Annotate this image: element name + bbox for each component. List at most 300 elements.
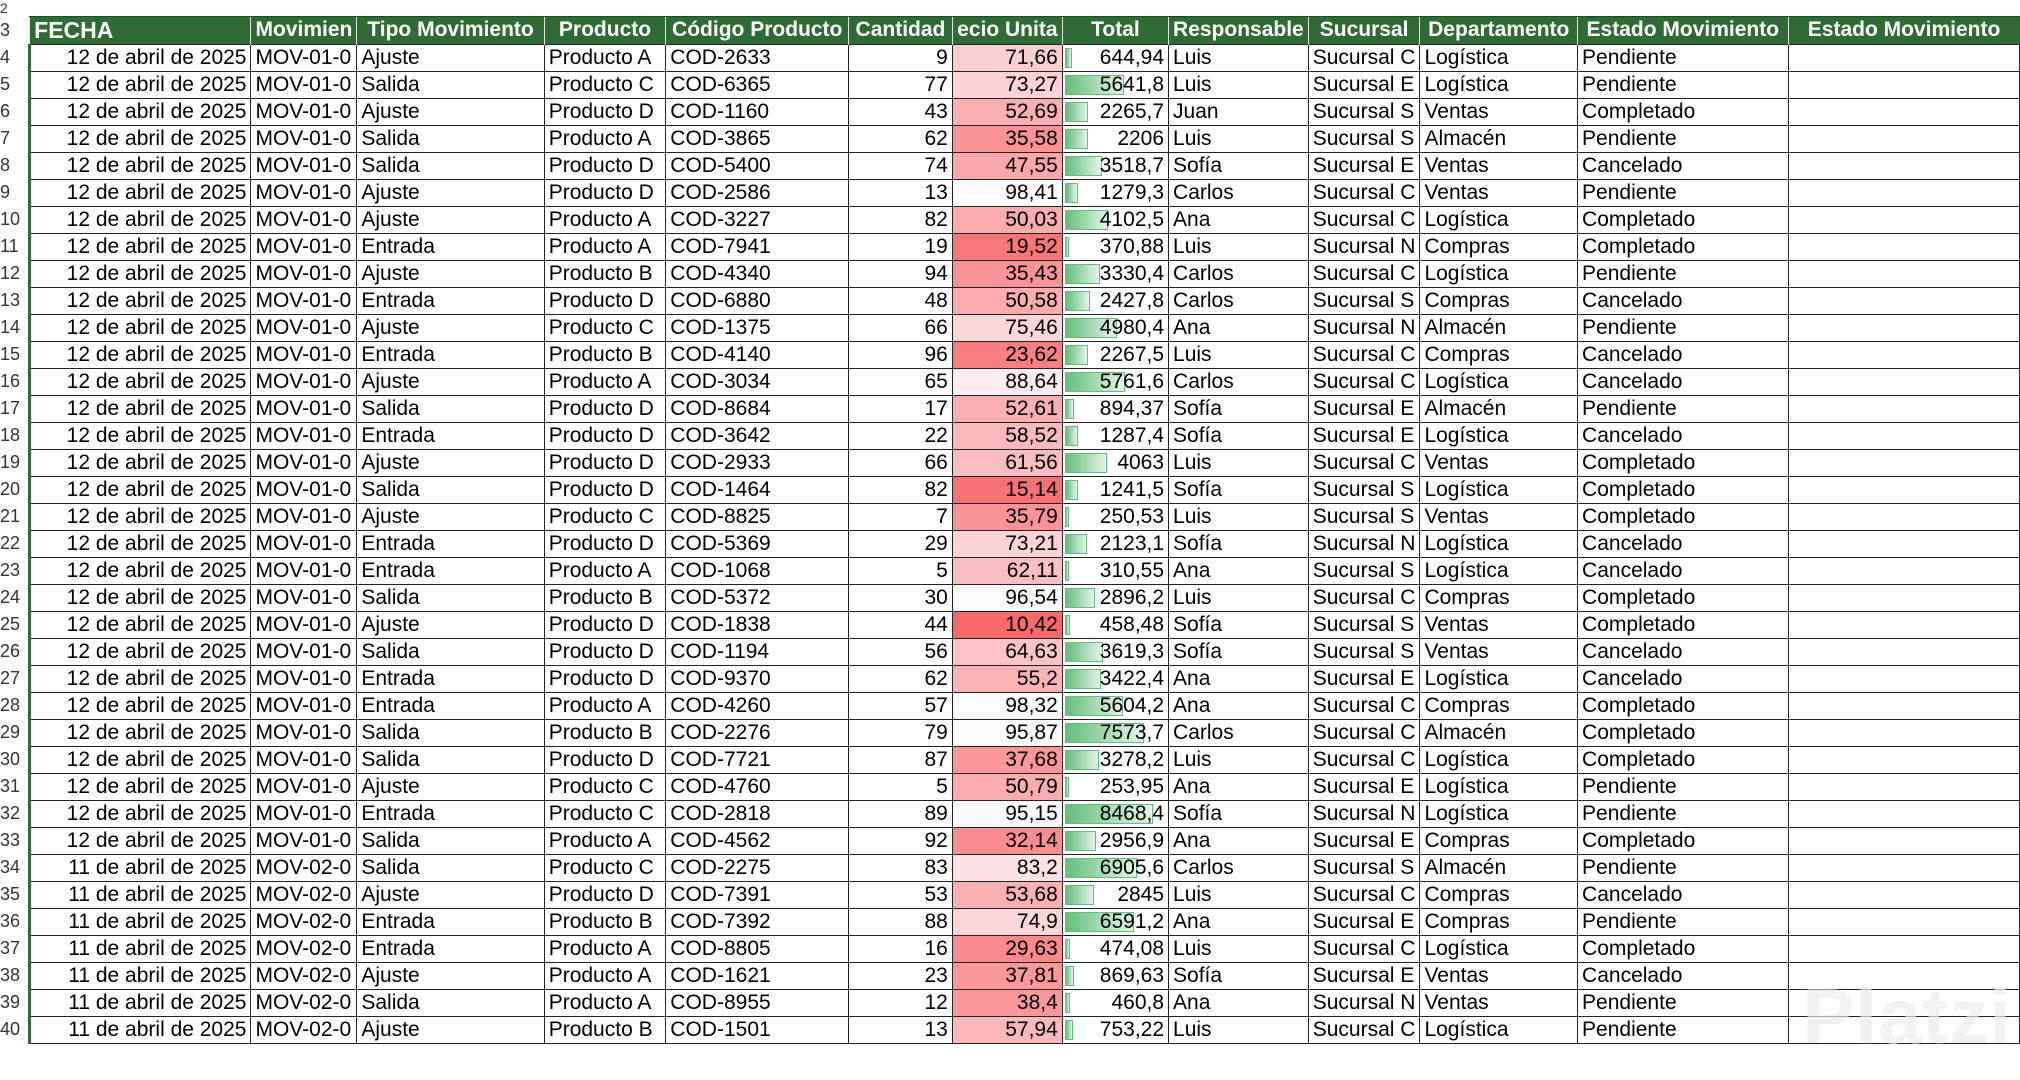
cell-responsable[interactable]: Sofía xyxy=(1169,530,1309,557)
cell-estado[interactable]: Pendiente xyxy=(1578,1016,1789,1043)
cell-codigo[interactable]: COD-5372 xyxy=(666,584,849,611)
cell-tipo[interactable]: Salida xyxy=(357,854,544,881)
cell-estado[interactable]: Cancelado xyxy=(1578,152,1789,179)
cell-total[interactable] xyxy=(1062,746,1168,773)
cell-responsable[interactable]: Ana xyxy=(1169,827,1309,854)
cell-cantidad[interactable]: 57 xyxy=(849,692,953,719)
cell-producto[interactable]: Producto D xyxy=(544,881,666,908)
cell-departamento[interactable]: Compras xyxy=(1420,584,1578,611)
cell-movimiento[interactable]: MOV-01-0 xyxy=(251,125,357,152)
cell-tipo[interactable]: Salida xyxy=(357,152,544,179)
cell-cantidad[interactable]: 5 xyxy=(849,557,953,584)
cell-fecha[interactable]: 11 de abril de 2025 xyxy=(30,935,251,962)
cell-producto[interactable]: Producto C xyxy=(544,854,666,881)
cell-fecha[interactable]: 12 de abril de 2025 xyxy=(30,98,251,125)
cell-empty[interactable] xyxy=(1788,773,2019,800)
cell-precio[interactable]: 62,11 xyxy=(952,557,1062,584)
cell-fecha[interactable]: 12 de abril de 2025 xyxy=(30,368,251,395)
cell-sucursal[interactable]: Sucursal E xyxy=(1308,71,1420,98)
cell-responsable[interactable]: Luis xyxy=(1169,341,1309,368)
cell-precio[interactable]: 58,52 xyxy=(952,422,1062,449)
cell-codigo[interactable]: COD-4760 xyxy=(666,773,849,800)
cell-cantidad[interactable]: 89 xyxy=(849,800,953,827)
cell-precio[interactable]: 98,32 xyxy=(952,692,1062,719)
cell-total[interactable] xyxy=(1062,476,1168,503)
cell-responsable[interactable]: Luis xyxy=(1169,1016,1309,1043)
cell-estado[interactable]: Pendiente xyxy=(1578,800,1789,827)
cell-departamento[interactable]: Logística xyxy=(1420,746,1578,773)
cell-cantidad[interactable]: 88 xyxy=(849,908,953,935)
cell-fecha[interactable]: 12 de abril de 2025 xyxy=(30,287,251,314)
cell-sucursal[interactable]: Sucursal E xyxy=(1308,962,1420,989)
cell-producto[interactable]: Producto A xyxy=(544,935,666,962)
cell-movimiento[interactable]: MOV-02-0 xyxy=(251,908,357,935)
cell-total[interactable] xyxy=(1062,881,1168,908)
cell-cantidad[interactable]: 7 xyxy=(849,503,953,530)
cell-empty[interactable] xyxy=(1788,989,2019,1016)
cell-total[interactable] xyxy=(1062,773,1168,800)
cell-codigo[interactable]: COD-5400 xyxy=(666,152,849,179)
cell-departamento[interactable]: Logística xyxy=(1420,530,1578,557)
cell-departamento[interactable]: Ventas xyxy=(1420,152,1578,179)
cell-empty[interactable] xyxy=(1788,692,2019,719)
cell-fecha[interactable]: 12 de abril de 2025 xyxy=(30,611,251,638)
cell-empty[interactable] xyxy=(1788,800,2019,827)
cell-codigo[interactable]: COD-6365 xyxy=(666,71,849,98)
header-precio-unitario[interactable]: ecio Unita xyxy=(952,16,1062,44)
cell-empty[interactable] xyxy=(1788,152,2019,179)
cell-total[interactable] xyxy=(1062,179,1168,206)
cell-sucursal[interactable]: Sucursal N xyxy=(1308,314,1420,341)
cell-producto[interactable]: Producto D xyxy=(544,746,666,773)
cell-empty[interactable] xyxy=(1788,179,2019,206)
cell-fecha[interactable]: 11 de abril de 2025 xyxy=(30,962,251,989)
cell-fecha[interactable]: 12 de abril de 2025 xyxy=(30,341,251,368)
cell-responsable[interactable]: Luis xyxy=(1169,746,1309,773)
cell-departamento[interactable]: Compras xyxy=(1420,827,1578,854)
cell-responsable[interactable]: Sofía xyxy=(1169,638,1309,665)
header-responsable[interactable]: Responsable xyxy=(1169,16,1309,44)
cell-total[interactable] xyxy=(1062,71,1168,98)
cell-precio[interactable]: 95,15 xyxy=(952,800,1062,827)
cell-total[interactable] xyxy=(1062,368,1168,395)
cell-codigo[interactable]: COD-1068 xyxy=(666,557,849,584)
cell-precio[interactable]: 52,69 xyxy=(952,98,1062,125)
cell-total[interactable] xyxy=(1062,530,1168,557)
cell-total[interactable] xyxy=(1062,44,1168,71)
header-sucursal[interactable]: Sucursal xyxy=(1308,16,1420,44)
cell-precio[interactable]: 35,79 xyxy=(952,503,1062,530)
cell-movimiento[interactable]: MOV-01-0 xyxy=(251,179,357,206)
cell-producto[interactable]: Producto B xyxy=(544,260,666,287)
cell-precio[interactable]: 95,87 xyxy=(952,719,1062,746)
cell-responsable[interactable]: Carlos xyxy=(1169,854,1309,881)
cell-departamento[interactable]: Ventas xyxy=(1420,98,1578,125)
cell-cantidad[interactable]: 53 xyxy=(849,881,953,908)
cell-precio[interactable]: 50,79 xyxy=(952,773,1062,800)
cell-tipo[interactable]: Salida xyxy=(357,125,544,152)
cell-departamento[interactable]: Ventas xyxy=(1420,611,1578,638)
cell-movimiento[interactable]: MOV-01-0 xyxy=(251,71,357,98)
header-tipo-movimiento[interactable]: Tipo Movimiento xyxy=(357,16,544,44)
cell-estado[interactable]: Completado xyxy=(1578,233,1789,260)
cell-sucursal[interactable]: Sucursal S xyxy=(1308,557,1420,584)
cell-departamento[interactable]: Ventas xyxy=(1420,989,1578,1016)
cell-estado[interactable]: Completado xyxy=(1578,692,1789,719)
cell-codigo[interactable]: COD-3227 xyxy=(666,206,849,233)
header-estado-movimiento-2[interactable]: Estado Movimiento xyxy=(1788,16,2019,44)
cell-fecha[interactable]: 12 de abril de 2025 xyxy=(30,719,251,746)
cell-producto[interactable]: Producto D xyxy=(544,638,666,665)
cell-producto[interactable]: Producto A xyxy=(544,233,666,260)
cell-codigo[interactable]: COD-8805 xyxy=(666,935,849,962)
cell-precio[interactable]: 19,52 xyxy=(952,233,1062,260)
cell-sucursal[interactable]: Sucursal C xyxy=(1308,260,1420,287)
cell-sucursal[interactable]: Sucursal S xyxy=(1308,854,1420,881)
cell-total[interactable] xyxy=(1062,152,1168,179)
cell-empty[interactable] xyxy=(1788,395,2019,422)
cell-movimiento[interactable]: MOV-02-0 xyxy=(251,962,357,989)
cell-estado[interactable]: Completado xyxy=(1578,98,1789,125)
cell-responsable[interactable]: Sofía xyxy=(1169,611,1309,638)
cell-responsable[interactable]: Ana xyxy=(1169,773,1309,800)
cell-cantidad[interactable]: 48 xyxy=(849,287,953,314)
cell-empty[interactable] xyxy=(1788,233,2019,260)
cell-responsable[interactable]: Luis xyxy=(1169,503,1309,530)
cell-movimiento[interactable]: MOV-01-0 xyxy=(251,449,357,476)
cell-producto[interactable]: Producto D xyxy=(544,611,666,638)
cell-total[interactable] xyxy=(1062,233,1168,260)
cell-fecha[interactable]: 11 de abril de 2025 xyxy=(30,1016,251,1043)
cell-precio[interactable]: 74,9 xyxy=(952,908,1062,935)
cell-movimiento[interactable]: MOV-02-0 xyxy=(251,935,357,962)
cell-producto[interactable]: Producto A xyxy=(544,557,666,584)
cell-cantidad[interactable]: 62 xyxy=(849,665,953,692)
cell-departamento[interactable]: Almacén xyxy=(1420,125,1578,152)
cell-cantidad[interactable]: 66 xyxy=(849,449,953,476)
cell-estado[interactable]: Cancelado xyxy=(1578,881,1789,908)
cell-precio[interactable]: 73,21 xyxy=(952,530,1062,557)
cell-tipo[interactable]: Ajuste xyxy=(357,773,544,800)
cell-empty[interactable] xyxy=(1788,908,2019,935)
cell-precio[interactable]: 98,41 xyxy=(952,179,1062,206)
cell-sucursal[interactable]: Sucursal S xyxy=(1308,98,1420,125)
cell-codigo[interactable]: COD-1375 xyxy=(666,314,849,341)
cell-codigo[interactable]: COD-2933 xyxy=(666,449,849,476)
cell-departamento[interactable]: Logística xyxy=(1420,1016,1578,1043)
cell-responsable[interactable]: Sofía xyxy=(1169,800,1309,827)
cell-sucursal[interactable]: Sucursal C xyxy=(1308,719,1420,746)
cell-tipo[interactable]: Ajuste xyxy=(357,44,544,71)
cell-responsable[interactable]: Sofía xyxy=(1169,152,1309,179)
cell-codigo[interactable]: COD-7721 xyxy=(666,746,849,773)
cell-fecha[interactable]: 12 de abril de 2025 xyxy=(30,827,251,854)
cell-producto[interactable]: Producto A xyxy=(544,962,666,989)
cell-total[interactable] xyxy=(1062,962,1168,989)
cell-fecha[interactable]: 12 de abril de 2025 xyxy=(30,503,251,530)
cell-empty[interactable] xyxy=(1788,584,2019,611)
cell-tipo[interactable]: Entrada xyxy=(357,341,544,368)
cell-codigo[interactable]: COD-2818 xyxy=(666,800,849,827)
cell-estado[interactable]: Cancelado xyxy=(1578,962,1789,989)
cell-cantidad[interactable]: 19 xyxy=(849,233,953,260)
cell-estado[interactable]: Cancelado xyxy=(1578,665,1789,692)
cell-total[interactable] xyxy=(1062,665,1168,692)
cell-fecha[interactable]: 12 de abril de 2025 xyxy=(30,125,251,152)
cell-precio[interactable]: 15,14 xyxy=(952,476,1062,503)
cell-precio[interactable]: 61,56 xyxy=(952,449,1062,476)
cell-empty[interactable] xyxy=(1788,665,2019,692)
cell-precio[interactable]: 32,14 xyxy=(952,827,1062,854)
cell-fecha[interactable]: 12 de abril de 2025 xyxy=(30,233,251,260)
cell-estado[interactable]: Completado xyxy=(1578,719,1789,746)
cell-movimiento[interactable]: MOV-01-0 xyxy=(251,98,357,125)
cell-precio[interactable]: 37,68 xyxy=(952,746,1062,773)
cell-sucursal[interactable]: Sucursal E xyxy=(1308,395,1420,422)
cell-tipo[interactable]: Ajuste xyxy=(357,206,544,233)
cell-empty[interactable] xyxy=(1788,827,2019,854)
cell-fecha[interactable]: 12 de abril de 2025 xyxy=(30,773,251,800)
cell-movimiento[interactable]: MOV-01-0 xyxy=(251,395,357,422)
cell-empty[interactable] xyxy=(1788,287,2019,314)
cell-precio[interactable]: 35,43 xyxy=(952,260,1062,287)
cell-tipo[interactable]: Entrada xyxy=(357,233,544,260)
cell-total[interactable] xyxy=(1062,287,1168,314)
header-fecha[interactable]: FECHA xyxy=(30,16,251,44)
cell-movimiento[interactable]: MOV-01-0 xyxy=(251,44,357,71)
header-movimiento[interactable]: Movimien xyxy=(251,16,357,44)
cell-empty[interactable] xyxy=(1788,260,2019,287)
cell-movimiento[interactable]: MOV-02-0 xyxy=(251,989,357,1016)
cell-sucursal[interactable]: Sucursal C xyxy=(1308,881,1420,908)
cell-cantidad[interactable]: 5 xyxy=(849,773,953,800)
cell-empty[interactable] xyxy=(1788,1016,2019,1043)
cell-total[interactable] xyxy=(1062,719,1168,746)
cell-responsable[interactable]: Carlos xyxy=(1169,368,1309,395)
cell-sucursal[interactable]: Sucursal S xyxy=(1308,638,1420,665)
cell-tipo[interactable]: Salida xyxy=(357,476,544,503)
cell-responsable[interactable]: Carlos xyxy=(1169,719,1309,746)
cell-tipo[interactable]: Entrada xyxy=(357,557,544,584)
cell-codigo[interactable]: COD-9370 xyxy=(666,665,849,692)
cell-fecha[interactable]: 12 de abril de 2025 xyxy=(30,557,251,584)
cell-cantidad[interactable]: 82 xyxy=(849,206,953,233)
cell-codigo[interactable]: COD-8684 xyxy=(666,395,849,422)
cell-sucursal[interactable]: Sucursal C xyxy=(1308,584,1420,611)
cell-estado[interactable]: Pendiente xyxy=(1578,260,1789,287)
cell-precio[interactable]: 50,58 xyxy=(952,287,1062,314)
cell-tipo[interactable]: Salida xyxy=(357,584,544,611)
cell-fecha[interactable]: 12 de abril de 2025 xyxy=(30,476,251,503)
cell-producto[interactable]: Producto A xyxy=(544,44,666,71)
cell-responsable[interactable]: Carlos xyxy=(1169,260,1309,287)
cell-cantidad[interactable]: 66 xyxy=(849,314,953,341)
cell-departamento[interactable]: Ventas xyxy=(1420,962,1578,989)
cell-precio[interactable]: 83,2 xyxy=(952,854,1062,881)
cell-movimiento[interactable]: MOV-01-0 xyxy=(251,368,357,395)
cell-precio[interactable]: 23,62 xyxy=(952,341,1062,368)
cell-empty[interactable] xyxy=(1788,881,2019,908)
cell-total[interactable] xyxy=(1062,395,1168,422)
cell-tipo[interactable]: Salida xyxy=(357,719,544,746)
cell-precio[interactable]: 35,58 xyxy=(952,125,1062,152)
cell-movimiento[interactable]: MOV-01-0 xyxy=(251,314,357,341)
cell-total[interactable] xyxy=(1062,584,1168,611)
cell-sucursal[interactable]: Sucursal N xyxy=(1308,233,1420,260)
cell-departamento[interactable]: Ventas xyxy=(1420,503,1578,530)
cell-estado[interactable]: Completado xyxy=(1578,449,1789,476)
cell-total[interactable] xyxy=(1062,206,1168,233)
cell-movimiento[interactable]: MOV-01-0 xyxy=(251,152,357,179)
cell-empty[interactable] xyxy=(1788,935,2019,962)
cell-estado[interactable]: Pendiente xyxy=(1578,854,1789,881)
cell-fecha[interactable]: 12 de abril de 2025 xyxy=(30,692,251,719)
cell-departamento[interactable]: Ventas xyxy=(1420,638,1578,665)
cell-empty[interactable] xyxy=(1788,557,2019,584)
cell-cantidad[interactable]: 43 xyxy=(849,98,953,125)
cell-producto[interactable]: Producto D xyxy=(544,287,666,314)
cell-cantidad[interactable]: 12 xyxy=(849,989,953,1016)
cell-responsable[interactable]: Ana xyxy=(1169,692,1309,719)
cell-movimiento[interactable]: MOV-01-0 xyxy=(251,503,357,530)
cell-total[interactable] xyxy=(1062,1016,1168,1043)
cell-departamento[interactable]: Compras xyxy=(1420,692,1578,719)
cell-producto[interactable]: Producto B xyxy=(544,341,666,368)
cell-movimiento[interactable]: MOV-01-0 xyxy=(251,287,357,314)
cell-empty[interactable] xyxy=(1788,44,2019,71)
cell-responsable[interactable]: Ana xyxy=(1169,665,1309,692)
cell-fecha[interactable]: 12 de abril de 2025 xyxy=(30,314,251,341)
cell-precio[interactable]: 88,64 xyxy=(952,368,1062,395)
cell-sucursal[interactable]: Sucursal N xyxy=(1308,530,1420,557)
cell-fecha[interactable]: 12 de abril de 2025 xyxy=(30,530,251,557)
cell-estado[interactable]: Pendiente xyxy=(1578,908,1789,935)
cell-tipo[interactable]: Entrada xyxy=(357,422,544,449)
cell-sucursal[interactable]: Sucursal C xyxy=(1308,1016,1420,1043)
cell-sucursal[interactable]: Sucursal E xyxy=(1308,773,1420,800)
cell-estado[interactable]: Cancelado xyxy=(1578,638,1789,665)
cell-estado[interactable]: Completado xyxy=(1578,611,1789,638)
cell-empty[interactable] xyxy=(1788,719,2019,746)
cell-sucursal[interactable]: Sucursal S xyxy=(1308,125,1420,152)
cell-responsable[interactable]: Carlos xyxy=(1169,287,1309,314)
cell-tipo[interactable]: Entrada xyxy=(357,665,544,692)
cell-tipo[interactable]: Ajuste xyxy=(357,1016,544,1043)
cell-departamento[interactable]: Almacén xyxy=(1420,854,1578,881)
cell-responsable[interactable]: Ana xyxy=(1169,989,1309,1016)
cell-cantidad[interactable]: 62 xyxy=(849,125,953,152)
cell-precio[interactable]: 37,81 xyxy=(952,962,1062,989)
cell-total[interactable] xyxy=(1062,125,1168,152)
cell-fecha[interactable]: 12 de abril de 2025 xyxy=(30,746,251,773)
cell-codigo[interactable]: COD-1194 xyxy=(666,638,849,665)
cell-codigo[interactable]: COD-3034 xyxy=(666,368,849,395)
cell-cantidad[interactable]: 13 xyxy=(849,1016,953,1043)
cell-estado[interactable]: Pendiente xyxy=(1578,395,1789,422)
cell-departamento[interactable]: Logística xyxy=(1420,800,1578,827)
cell-cantidad[interactable]: 29 xyxy=(849,530,953,557)
cell-tipo[interactable]: Entrada xyxy=(357,692,544,719)
cell-responsable[interactable]: Ana xyxy=(1169,557,1309,584)
cell-producto[interactable]: Producto A xyxy=(544,368,666,395)
cell-movimiento[interactable]: MOV-01-0 xyxy=(251,260,357,287)
cell-precio[interactable]: 10,42 xyxy=(952,611,1062,638)
cell-departamento[interactable]: Logística xyxy=(1420,557,1578,584)
cell-tipo[interactable]: Entrada xyxy=(357,287,544,314)
cell-total[interactable] xyxy=(1062,854,1168,881)
cell-responsable[interactable]: Luis xyxy=(1169,935,1309,962)
cell-departamento[interactable]: Logística xyxy=(1420,368,1578,395)
cell-sucursal[interactable]: Sucursal E xyxy=(1308,422,1420,449)
cell-total[interactable] xyxy=(1062,800,1168,827)
cell-empty[interactable] xyxy=(1788,125,2019,152)
cell-codigo[interactable]: COD-6880 xyxy=(666,287,849,314)
cell-sucursal[interactable]: Sucursal C xyxy=(1308,692,1420,719)
cell-fecha[interactable]: 12 de abril de 2025 xyxy=(30,584,251,611)
cell-cantidad[interactable]: 92 xyxy=(849,827,953,854)
cell-estado[interactable]: Cancelado xyxy=(1578,341,1789,368)
cell-codigo[interactable]: COD-1160 xyxy=(666,98,849,125)
cell-estado[interactable]: Pendiente xyxy=(1578,44,1789,71)
cell-codigo[interactable]: COD-4140 xyxy=(666,341,849,368)
cell-empty[interactable] xyxy=(1788,449,2019,476)
cell-precio[interactable]: 73,27 xyxy=(952,71,1062,98)
cell-sucursal[interactable]: Sucursal S xyxy=(1308,503,1420,530)
cell-sucursal[interactable]: Sucursal N xyxy=(1308,800,1420,827)
cell-fecha[interactable]: 11 de abril de 2025 xyxy=(30,908,251,935)
cell-precio[interactable]: 96,54 xyxy=(952,584,1062,611)
cell-precio[interactable]: 75,46 xyxy=(952,314,1062,341)
cell-empty[interactable] xyxy=(1788,530,2019,557)
cell-precio[interactable]: 29,63 xyxy=(952,935,1062,962)
cell-fecha[interactable]: 12 de abril de 2025 xyxy=(30,260,251,287)
cell-codigo[interactable]: COD-3865 xyxy=(666,125,849,152)
cell-producto[interactable]: Producto D xyxy=(544,98,666,125)
cell-total[interactable] xyxy=(1062,98,1168,125)
cell-empty[interactable] xyxy=(1788,746,2019,773)
cell-departamento[interactable]: Ventas xyxy=(1420,179,1578,206)
cell-estado[interactable]: Completado xyxy=(1578,476,1789,503)
cell-departamento[interactable]: Ventas xyxy=(1420,449,1578,476)
cell-sucursal[interactable]: Sucursal S xyxy=(1308,611,1420,638)
cell-movimiento[interactable]: MOV-01-0 xyxy=(251,530,357,557)
cell-producto[interactable]: Producto D xyxy=(544,395,666,422)
cell-departamento[interactable]: Compras xyxy=(1420,881,1578,908)
cell-producto[interactable]: Producto A xyxy=(544,692,666,719)
cell-codigo[interactable]: COD-2633 xyxy=(666,44,849,71)
cell-empty[interactable] xyxy=(1788,368,2019,395)
cell-total[interactable] xyxy=(1062,935,1168,962)
cell-codigo[interactable]: COD-1501 xyxy=(666,1016,849,1043)
cell-departamento[interactable]: Logística xyxy=(1420,71,1578,98)
cell-movimiento[interactable]: MOV-01-0 xyxy=(251,746,357,773)
cell-cantidad[interactable]: 94 xyxy=(849,260,953,287)
cell-cantidad[interactable]: 13 xyxy=(849,179,953,206)
cell-movimiento[interactable]: MOV-01-0 xyxy=(251,827,357,854)
cell-producto[interactable]: Producto C xyxy=(544,503,666,530)
cell-total[interactable] xyxy=(1062,341,1168,368)
cell-responsable[interactable]: Sofía xyxy=(1169,395,1309,422)
cell-fecha[interactable]: 11 de abril de 2025 xyxy=(30,989,251,1016)
cell-sucursal[interactable]: Sucursal C xyxy=(1308,44,1420,71)
cell-tipo[interactable]: Ajuste xyxy=(357,179,544,206)
cell-codigo[interactable]: COD-2586 xyxy=(666,179,849,206)
cell-tipo[interactable]: Ajuste xyxy=(357,962,544,989)
cell-sucursal[interactable]: Sucursal E xyxy=(1308,665,1420,692)
cell-sucursal[interactable]: Sucursal E xyxy=(1308,827,1420,854)
cell-total[interactable] xyxy=(1062,611,1168,638)
cell-cantidad[interactable]: 9 xyxy=(849,44,953,71)
